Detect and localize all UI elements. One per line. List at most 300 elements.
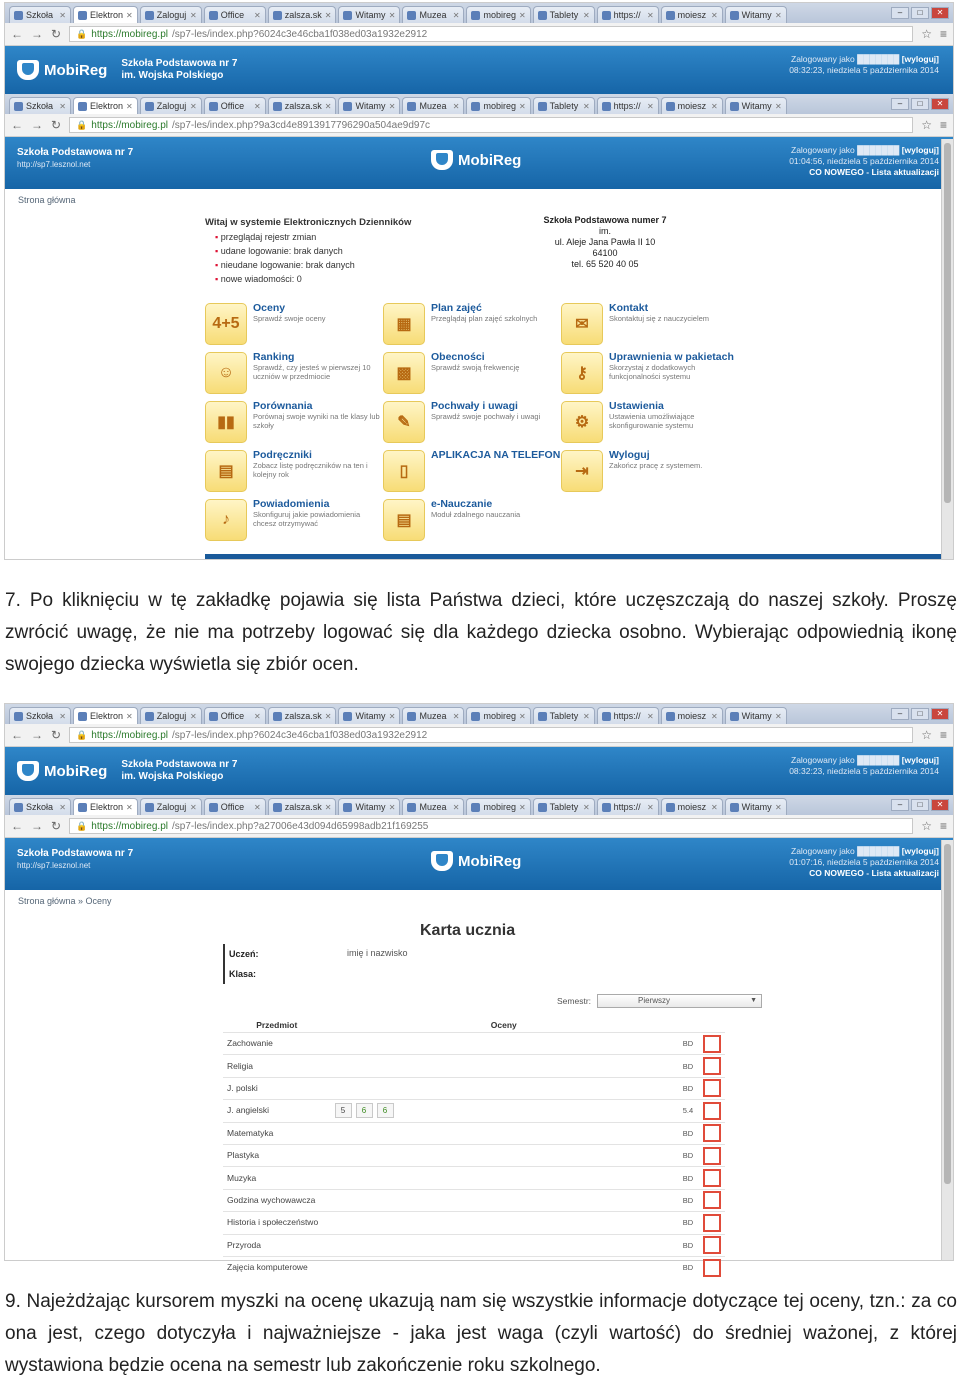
window-controls <box>891 704 953 724</box>
favicon-icon <box>730 102 739 111</box>
final-grade-box[interactable] <box>699 1189 725 1211</box>
browser-tab[interactable]: Witamy ✕ <box>338 6 400 23</box>
school-name-inner: Szkoła Podstawowa nr 7 http://sp7.lesznol.net <box>17 147 134 169</box>
app-banner-outer <box>5 747 953 795</box>
scrollbar[interactable] <box>941 139 953 559</box>
logo-icon <box>17 761 39 781</box>
forward-icon[interactable]: → <box>31 118 43 132</box>
key-icon: ⚷ <box>561 352 603 394</box>
menu-icon[interactable]: ≡ <box>939 118 947 132</box>
star-icon[interactable]: ☆ <box>921 27 932 41</box>
favicon-icon <box>209 11 218 20</box>
phone-icon: ▯ <box>383 450 425 492</box>
browser-tab[interactable]: Tablety ✕ <box>533 707 595 724</box>
average-cell: BD <box>677 1077 699 1099</box>
close-icon[interactable]: ✕ <box>518 10 526 20</box>
close-icon[interactable]: ✕ <box>452 802 460 812</box>
browser-tab[interactable]: zalsza.sk ✕ <box>268 707 337 724</box>
browser-tab[interactable]: https:// ✕ <box>597 97 659 114</box>
school-address <box>535 215 675 270</box>
favicon-icon <box>666 11 675 20</box>
grades-cell <box>331 1234 678 1256</box>
close-icon[interactable]: ✕ <box>710 711 718 721</box>
browser-tab[interactable]: Muzea ✕ <box>402 97 464 114</box>
browser-tab[interactable]: moiesz ✕ <box>661 97 723 114</box>
close-icon[interactable]: ✕ <box>59 711 66 721</box>
logout-icon: ⇥ <box>561 450 603 492</box>
semester-selector: Semestr: Pierwszy ▼ <box>557 994 762 1008</box>
close-icon[interactable]: ✕ <box>518 101 526 111</box>
close-icon[interactable]: ✕ <box>452 10 460 20</box>
final-grade-box[interactable] <box>699 1122 725 1144</box>
browser-tab[interactable]: Witamy ✕ <box>725 707 787 724</box>
favicon-icon <box>538 803 547 812</box>
maximize-icon[interactable]: □ <box>911 708 929 720</box>
menu-icon[interactable]: ≡ <box>939 728 947 742</box>
grades-icon: 4+5 <box>205 303 247 345</box>
favicon-icon <box>209 712 218 721</box>
favicon-icon <box>273 803 282 812</box>
final-grade-box[interactable] <box>699 1256 725 1278</box>
favicon-icon <box>471 11 480 20</box>
reload-icon[interactable]: ↻ <box>51 728 62 742</box>
table-row <box>223 1212 725 1234</box>
elearning-icon: ▤ <box>383 499 425 541</box>
grades-cell <box>331 1167 678 1189</box>
table-row <box>223 1256 725 1278</box>
lock-icon: 🔒 <box>76 729 88 740</box>
grades-cell <box>331 1055 678 1077</box>
browser-tab[interactable]: zalsza.sk ✕ <box>268 97 337 114</box>
url-field-inner[interactable]: 🔒 https://mobireg.pl /sp7-les/index.php?a27006e43d094d65998adb21f169255 <box>69 818 913 834</box>
close-window-icon[interactable]: ✕ <box>931 708 949 720</box>
browser-tab[interactable]: mobireg ✕ <box>466 707 530 724</box>
login-info-inner: Zalogowany jako ███████ [wyloguj] 01:07:16, niedziela 5 października 2014 CO NOWEGO - Lista aktualizacji <box>789 846 939 878</box>
browser-tab[interactable]: Office ✕ <box>204 97 266 114</box>
table-row <box>223 1122 725 1144</box>
minimize-icon[interactable]: – <box>891 799 909 811</box>
browser-tab[interactable]: https:// ✕ <box>597 798 659 815</box>
browser-tab[interactable]: Tablety ✕ <box>533 6 595 23</box>
url-field-outer[interactable]: 🔒 https://mobireg.pl /sp7-les/index.php?6024c3e46cba1f038ed03a1932e2912 <box>69 26 913 42</box>
maximize-icon[interactable]: □ <box>911 799 929 811</box>
final-grade-box[interactable] <box>699 1033 725 1055</box>
star-icon[interactable]: ☆ <box>921 728 932 742</box>
browser-tab[interactable]: Elektron ✕ <box>73 97 138 114</box>
grade-chip[interactable]: 5 <box>335 1103 352 1118</box>
average-cell: BD <box>677 1256 699 1278</box>
favicon-icon <box>666 712 675 721</box>
table-row <box>223 1144 725 1166</box>
tile-kontakt[interactable]: ✉ Kontakt Skontaktuj się z nauczycielem <box>561 303 739 352</box>
favicon-icon <box>602 712 611 721</box>
favicon-icon <box>14 803 23 812</box>
star-icon[interactable]: ☆ <box>921 118 932 132</box>
average-cell: BD <box>677 1234 699 1256</box>
browser-tab[interactable]: moiesz ✕ <box>661 707 723 724</box>
logout-link[interactable]: [wyloguj] <box>901 54 939 64</box>
close-icon[interactable]: ✕ <box>59 802 66 812</box>
favicon-icon <box>78 712 87 721</box>
close-icon[interactable]: ✕ <box>582 802 590 812</box>
close-icon[interactable]: ✕ <box>324 711 332 721</box>
subject-cell: Historia i społeczeństwo <box>223 1212 331 1234</box>
logo-icon <box>431 851 453 871</box>
welcome-item: ▪ nieudane logowanie: brak danych <box>215 258 765 272</box>
books-icon: ▤ <box>205 450 247 492</box>
notes-icon: ✎ <box>383 401 425 443</box>
browser-tab[interactable]: Muzea ✕ <box>402 6 464 23</box>
welcome-item[interactable]: ▪ przeglądaj rejestr zmian <box>215 230 765 244</box>
close-icon[interactable]: ✕ <box>190 802 197 812</box>
favicon-icon <box>78 102 87 111</box>
close-icon[interactable]: ✕ <box>324 802 332 812</box>
star-icon[interactable]: ☆ <box>921 819 932 833</box>
average-cell: BD <box>677 1144 699 1166</box>
logout-link[interactable]: [wyloguj] <box>901 846 939 856</box>
favicon-icon <box>209 803 218 812</box>
close-icon[interactable]: ✕ <box>774 101 782 111</box>
favicon-icon <box>471 102 480 111</box>
attendance-icon: ▩ <box>383 352 425 394</box>
favicon-icon <box>145 11 154 20</box>
minimize-icon[interactable]: – <box>891 7 909 19</box>
browser-tab[interactable]: Witamy ✕ <box>338 798 400 815</box>
window-controls <box>891 94 953 114</box>
news-link[interactable]: CO NOWEGO - Lista aktualizacji <box>809 868 939 878</box>
close-icon[interactable]: ✕ <box>190 711 197 721</box>
breadcrumb[interactable]: Strona główna » Oceny <box>18 896 112 906</box>
subject-cell: Zachowanie <box>223 1033 331 1055</box>
browser-tab[interactable]: Witamy ✕ <box>338 707 400 724</box>
close-icon[interactable]: ✕ <box>774 802 782 812</box>
logout-link[interactable]: [wyloguj] <box>901 755 939 765</box>
close-window-icon[interactable]: ✕ <box>931 799 949 811</box>
menu-icon[interactable]: ≡ <box>939 819 947 833</box>
reload-icon[interactable]: ↻ <box>51 27 62 41</box>
subject-cell: Muzyka <box>223 1167 331 1189</box>
favicon-icon <box>538 712 547 721</box>
back-icon[interactable]: ← <box>11 27 23 41</box>
browser-tab[interactable]: Szkoła ✕ <box>9 798 71 815</box>
tile-ustawienia[interactable]: ⚙ Ustawienia Ustawienia umożliwiające skonfigurowanie systemu <box>561 401 739 450</box>
browser-tab[interactable]: Elektron ✕ <box>73 707 138 724</box>
close-icon[interactable]: ✕ <box>59 10 66 20</box>
subject-cell: J. angielski <box>223 1100 331 1122</box>
tile-oceny[interactable]: 4+5 Oceny Sprawdź swoje oceny <box>205 303 383 352</box>
menu-tiles <box>205 303 745 548</box>
school-name-outer: Szkoła Podstawowa nr 7 im. Wojska Polskiego <box>121 58 238 81</box>
subject-cell: Matematyka <box>223 1122 331 1144</box>
tile-plan-zajęć[interactable]: ▦ Plan zajęć Przeglądaj plan zajęć szkolnych <box>383 303 561 352</box>
close-icon[interactable]: ✕ <box>518 711 526 721</box>
tile-porównania[interactable]: ▮▮ Porównania Porównaj swoje wyniki na tle klasy lub szkoły <box>205 401 383 450</box>
lock-icon: 🔒 <box>76 820 88 831</box>
close-icon[interactable]: ✕ <box>126 10 133 20</box>
url-field-inner[interactable]: 🔒 https://mobireg.pl /sp7-les/index.php?9a3cd4e8913917796290a504ae9d97c <box>69 117 913 133</box>
close-icon[interactable]: ✕ <box>582 10 590 20</box>
browser-tab[interactable]: mobireg ✕ <box>466 798 530 815</box>
favicon-icon <box>602 11 611 20</box>
final-grade-box[interactable] <box>699 1077 725 1099</box>
mobireg-logo: MobiReg <box>17 60 107 80</box>
close-icon[interactable]: ✕ <box>388 802 396 812</box>
maximize-icon[interactable]: □ <box>911 7 929 19</box>
col-subject: Przedmiot <box>256 1020 298 1030</box>
favicon-icon <box>666 102 675 111</box>
table-row <box>223 1033 725 1055</box>
browser-tabbar-outer <box>5 3 953 23</box>
browser-tab[interactable]: Zaloguj ✕ <box>140 97 202 114</box>
favicon-icon <box>538 11 547 20</box>
close-icon[interactable]: ✕ <box>582 101 590 111</box>
page-title: Karta ucznia <box>420 922 516 939</box>
app-banner-inner <box>5 838 953 890</box>
browser-address-bar-outer <box>5 23 953 46</box>
close-icon[interactable]: ✕ <box>646 101 654 111</box>
browser-tab[interactable]: https:// ✕ <box>597 707 659 724</box>
tile-e-nauczanie[interactable]: ▤ e-Nauczanie Moduł zdalnego nauczania <box>383 499 561 548</box>
subject-cell: Plastyka <box>223 1144 331 1166</box>
browser-tab[interactable]: Elektron ✕ <box>73 798 138 815</box>
favicon-icon <box>730 11 739 20</box>
close-icon[interactable]: ✕ <box>254 802 261 812</box>
app-banner-inner <box>5 137 953 189</box>
tile-wyloguj[interactable]: ⇥ Wyloguj Zakończ pracę z systemem. <box>561 450 739 499</box>
window-controls <box>891 3 953 23</box>
tile-powiadomienia[interactable]: ♪ Powiadomienia Skonfiguruj jakie powiadomienia chcesz otrzymywać <box>205 499 383 548</box>
close-icon[interactable]: ✕ <box>646 711 654 721</box>
back-icon[interactable]: ← <box>11 728 23 742</box>
subject-cell: J. polski <box>223 1077 331 1099</box>
karta-content <box>5 912 953 1292</box>
table-row <box>223 1100 725 1122</box>
close-icon[interactable]: ✕ <box>646 10 654 20</box>
browser-tab[interactable]: mobireg ✕ <box>466 97 530 114</box>
lock-icon: 🔒 <box>76 28 88 39</box>
forward-icon[interactable]: → <box>31 819 43 833</box>
grades-cell <box>331 1077 678 1099</box>
final-grade-box[interactable] <box>699 1212 725 1234</box>
mobireg-logo: MobiReg <box>17 761 107 781</box>
table-row <box>223 1055 725 1077</box>
browser-tab[interactable]: Tablety ✕ <box>533 798 595 815</box>
tile-obecności[interactable]: ▩ Obecności Sprawdź swoją frekwencję <box>383 352 561 401</box>
browser-tab[interactable]: zalsza.sk ✕ <box>268 6 337 23</box>
close-icon[interactable]: ✕ <box>126 711 133 721</box>
close-icon[interactable]: ✕ <box>646 802 654 812</box>
grades-cell <box>331 1189 678 1211</box>
timetable-icon: ▦ <box>383 303 425 345</box>
browser-tab[interactable]: Witamy ✕ <box>725 798 787 815</box>
close-window-icon[interactable]: ✕ <box>931 7 949 19</box>
gears-icon: ⚙ <box>561 401 603 443</box>
close-icon[interactable]: ✕ <box>710 802 718 812</box>
browser-tab[interactable]: Zaloguj ✕ <box>140 798 202 815</box>
browser-tab[interactable]: mobireg ✕ <box>466 6 530 23</box>
browser-tab[interactable]: Office ✕ <box>204 798 266 815</box>
browser-tab[interactable]: zalsza.sk ✕ <box>268 798 337 815</box>
browser-tab[interactable]: Muzea ✕ <box>402 798 464 815</box>
logout-link[interactable]: [wyloguj] <box>901 145 939 155</box>
grades-table <box>223 1018 725 1279</box>
browser-tab[interactable]: Szkoła ✕ <box>9 6 71 23</box>
browser-tab[interactable]: https:// ✕ <box>597 6 659 23</box>
browser-tabbar-outer <box>5 704 953 724</box>
final-grade-box[interactable] <box>699 1144 725 1166</box>
home-panel <box>205 215 765 529</box>
browser-tab[interactable]: Muzea ✕ <box>402 707 464 724</box>
browser-tab[interactable]: Office ✕ <box>204 6 266 23</box>
favicon-icon <box>730 803 739 812</box>
grades-cell <box>331 1144 678 1166</box>
favicon-icon <box>78 11 87 20</box>
tile-uprawnienia-w-pakietach[interactable]: ⚷ Uprawnienia w pakietach Skorzystaj z dodatkowych funkcjonalności systemu <box>561 352 739 401</box>
close-icon[interactable]: ✕ <box>254 711 261 721</box>
favicon-icon <box>343 712 352 721</box>
close-icon[interactable]: ✕ <box>774 711 782 721</box>
browser-tab[interactable]: Zaloguj ✕ <box>140 6 202 23</box>
forward-icon[interactable]: → <box>31 27 43 41</box>
browser-tab[interactable]: Tablety ✕ <box>533 97 595 114</box>
close-icon[interactable]: ✕ <box>518 802 526 812</box>
browser-tab[interactable]: Szkoła ✕ <box>9 707 71 724</box>
login-info-outer: Zalogowany jako ███████ [wyloguj] 08:32:23, niedziela 5 października 2014 <box>789 54 939 75</box>
close-icon[interactable]: ✕ <box>324 10 332 20</box>
news-link[interactable]: CO NOWEGO - Lista aktualizacji <box>809 167 939 177</box>
col-grades: Oceny <box>490 1020 517 1030</box>
tile-podręczniki[interactable]: ▤ Podręczniki Zobacz listę podręczników na ten i kolejny rok <box>205 450 383 499</box>
close-icon[interactable]: ✕ <box>774 10 782 20</box>
average-cell: 5.4 <box>677 1100 699 1122</box>
favicon-icon <box>14 712 23 721</box>
close-icon[interactable]: ✕ <box>710 101 718 111</box>
close-icon[interactable]: ✕ <box>254 10 261 20</box>
subject-cell: Religia <box>223 1055 331 1077</box>
final-grade-box[interactable] <box>699 1100 725 1122</box>
mobireg-logo: MobiReg <box>431 150 521 170</box>
favicon-icon <box>14 102 23 111</box>
forward-icon[interactable]: → <box>31 728 43 742</box>
grade-chip[interactable]: 6 <box>356 1103 373 1118</box>
browser-tab[interactable]: Zaloguj ✕ <box>140 707 202 724</box>
grades-cell <box>331 1212 678 1234</box>
ranking-icon: ☺ <box>205 352 247 394</box>
final-grade-box[interactable] <box>699 1167 725 1189</box>
favicon-icon <box>14 11 23 20</box>
tile-pochwały-i-uwagi[interactable]: ✎ Pochwały i uwagi Sprawdź swoje pochwały i uwagi <box>383 401 561 450</box>
grade-chip[interactable]: 6 <box>377 1103 394 1118</box>
url-field-outer[interactable]: 🔒 https://mobireg.pl /sp7-les/index.php?6024c3e46cba1f038ed03a1932e2912 <box>69 727 913 743</box>
reload-icon[interactable]: ↻ <box>51 118 62 132</box>
close-icon[interactable]: ✕ <box>324 101 332 111</box>
favicon-icon <box>602 102 611 111</box>
favicon-icon <box>273 11 282 20</box>
browser-tabbar-inner <box>5 94 953 114</box>
final-grade-box[interactable] <box>699 1055 725 1077</box>
favicon-icon <box>343 102 352 111</box>
browser-address-bar-inner <box>5 815 953 838</box>
close-icon[interactable]: ✕ <box>582 711 590 721</box>
maximize-icon[interactable]: □ <box>911 98 929 110</box>
close-icon[interactable]: ✕ <box>452 711 460 721</box>
final-grade-box[interactable] <box>699 1234 725 1256</box>
close-icon[interactable]: ✕ <box>190 10 197 20</box>
browser-tab[interactable]: Witamy ✕ <box>725 6 787 23</box>
favicon-icon <box>407 11 416 20</box>
average-cell: BD <box>677 1167 699 1189</box>
tile-ranking[interactable]: ☺ Ranking Sprawdź, czy jesteś w pierwszej 10 uczniów w przedmiocie <box>205 352 383 401</box>
close-icon[interactable]: ✕ <box>710 10 718 20</box>
favicon-icon <box>730 712 739 721</box>
browser-tab[interactable]: moiesz ✕ <box>661 798 723 815</box>
window-controls <box>891 795 953 815</box>
table-row <box>223 1167 725 1189</box>
close-icon[interactable]: ✕ <box>388 101 396 111</box>
close-icon[interactable]: ✕ <box>452 101 460 111</box>
back-icon[interactable]: ← <box>11 118 23 132</box>
login-info-inner: Zalogowany jako ███████ [wyloguj] 01:04:56, niedziela 5 października 2014 CO NOWEGO - Lista aktualizacji <box>789 145 939 177</box>
back-icon[interactable]: ← <box>11 819 23 833</box>
favicon-icon <box>602 803 611 812</box>
browser-tab[interactable]: Witamy ✕ <box>338 97 400 114</box>
welcome-item: ▪ nowe wiadomości: 0 <box>215 272 765 286</box>
minimize-icon[interactable]: – <box>891 98 909 110</box>
close-icon[interactable]: ✕ <box>126 101 133 111</box>
semester-select[interactable]: Pierwszy ▼ <box>597 994 762 1008</box>
favicon-icon <box>471 803 480 812</box>
close-icon[interactable]: ✕ <box>190 101 197 111</box>
browser-tab[interactable]: Elektron ✕ <box>73 6 138 23</box>
table-row <box>223 1234 725 1256</box>
close-window-icon[interactable]: ✕ <box>931 98 949 110</box>
close-icon[interactable]: ✕ <box>254 101 261 111</box>
reload-icon[interactable]: ↻ <box>51 819 62 833</box>
browser-tab[interactable]: Witamy ✕ <box>725 97 787 114</box>
close-icon[interactable]: ✕ <box>59 101 66 111</box>
scrollbar[interactable] <box>941 840 953 1260</box>
mobireg-logo: MobiReg <box>431 851 521 871</box>
home-content <box>5 211 953 586</box>
browser-tab[interactable]: Szkoła ✕ <box>9 97 71 114</box>
browser-tab[interactable]: Office ✕ <box>204 707 266 724</box>
close-icon[interactable]: ✕ <box>388 10 396 20</box>
close-icon[interactable]: ✕ <box>126 802 133 812</box>
school-address-line: 64100 <box>592 248 618 258</box>
table-row <box>223 1189 725 1211</box>
instruction-text-7: 7. Po kliknięciu w tę zakładkę pojawia się lista Państwa dzieci, które uczęszczają do naszej szkoły. Proszę zwrócić uwagę, że nie ma potrzeby logować się dla każdego dziecka osobno. Wybierając odpowiednią ikonę swojego dziecka wyświetla się zbiór ocen. <box>5 590 957 675</box>
grades-cell <box>331 1122 678 1144</box>
mail-icon: ✉ <box>561 303 603 345</box>
login-info-outer: Zalogowany jako ███████ [wyloguj] 08:32:23, niedziela 5 października 2014 <box>789 755 939 776</box>
favicon-icon <box>209 102 218 111</box>
average-cell: BD <box>677 1212 699 1234</box>
menu-icon[interactable]: ≡ <box>939 27 947 41</box>
tile-aplikacja-na-telefon[interactable]: ▯ APLIKACJA NA TELEFON <box>383 450 561 499</box>
school-name-inner: Szkoła Podstawowa nr 7 http://sp7.lesznol.net <box>17 848 134 870</box>
school-address-line: Szkoła Podstawowa numer 7 <box>543 215 667 225</box>
close-icon[interactable]: ✕ <box>388 711 396 721</box>
favicon-icon <box>407 712 416 721</box>
grades-cell <box>331 1100 678 1122</box>
average-cell: BD <box>677 1122 699 1144</box>
screenshot-karta <box>4 703 954 1273</box>
breadcrumb[interactable]: Strona główna <box>18 195 76 205</box>
browser-tab[interactable]: moiesz ✕ <box>661 6 723 23</box>
minimize-icon[interactable]: – <box>891 708 909 720</box>
favicon-icon <box>471 712 480 721</box>
browser-address-bar-outer <box>5 724 953 747</box>
